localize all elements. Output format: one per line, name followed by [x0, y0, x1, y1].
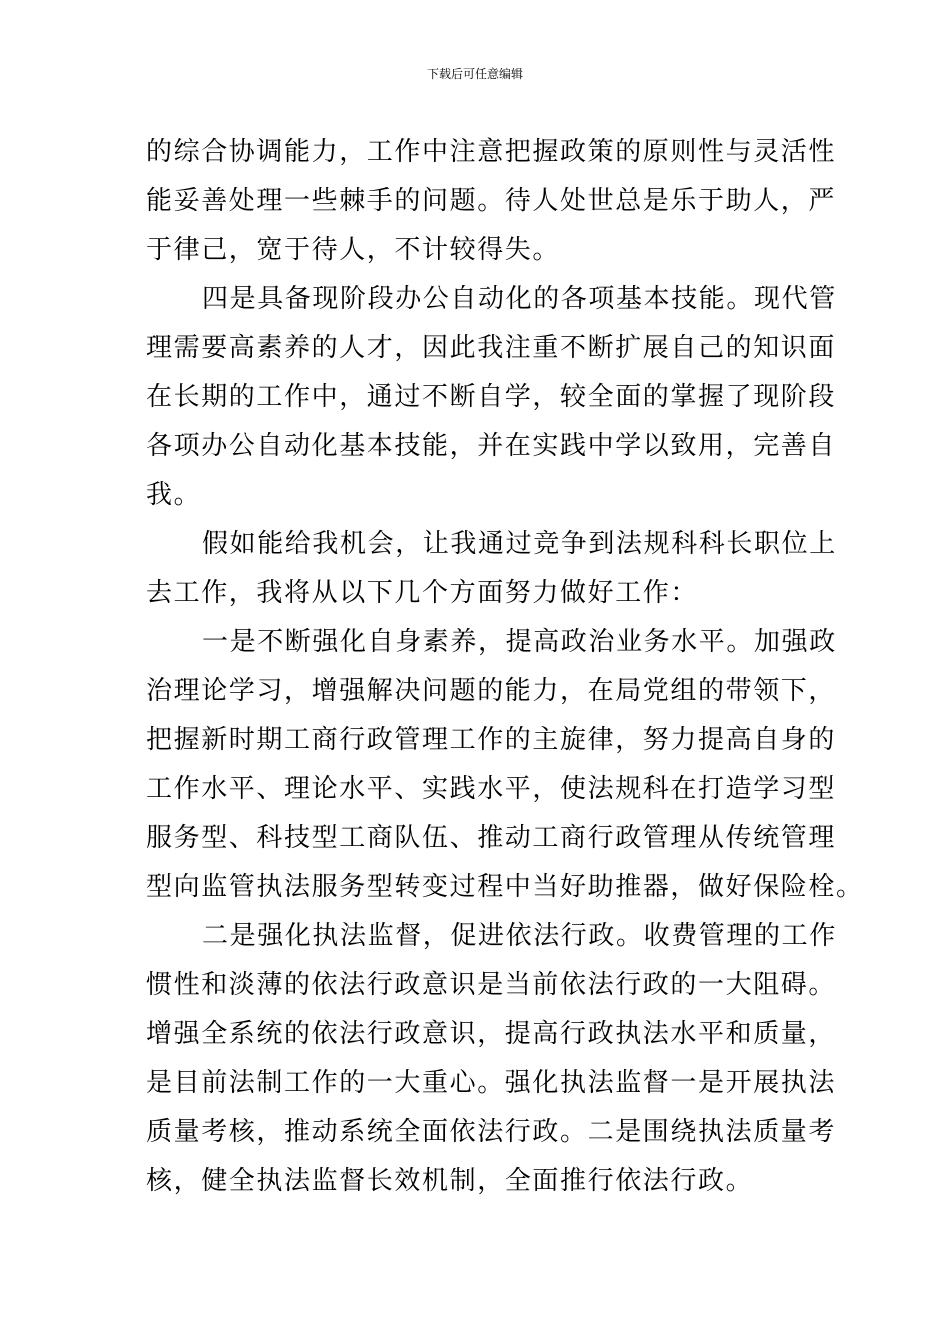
document-body	[146, 128, 864, 1206]
body-line: 型向监管执法服务型转变过程中当好助推器，做好保险栓。	[146, 872, 864, 902]
body-line: 在长期的工作中，通过不断自学，较全面的掌握了现阶段	[146, 382, 837, 412]
body-line: 去工作，我将从以下几个方面努力做好工作：	[146, 578, 699, 608]
body-line: 工作水平、理论水平、实践水平，使法规科在打造学习型	[146, 774, 837, 804]
body-line: 把握新时期工商行政管理工作的主旋律，努力提高自身的	[146, 725, 837, 755]
paragraph-start-line: 假如能给我机会，让我通过竞争到法规科科长职位上	[202, 529, 837, 559]
body-line: 质量考核，推动系统全面依法行政。二是围绕执法质量考	[146, 1117, 837, 1147]
body-line: 服务型、科技型工商队伍、推动工商行政管理从传统管理	[146, 823, 837, 853]
body-line: 我。	[146, 480, 202, 510]
body-line: 增强全系统的依法行政意识，提高行政执法水平和质量，	[146, 1019, 837, 1049]
body-line: 核，健全执法监督长效机制，全面推行依法行政。	[146, 1166, 754, 1196]
body-line: 的综合协调能力，工作中注意把握政策的原则性与灵活性	[146, 137, 837, 167]
body-line: 各项办公自动化基本技能，并在实践中学以致用，完善自	[146, 431, 837, 461]
body-line: 于律己，宽于待人，不计较得失。	[146, 235, 561, 265]
body-line: 理需要高素养的人才，因此我注重不断扩展自己的知识面	[146, 333, 837, 363]
body-line: 治理论学习，增强解决问题的能力，在局党组的带领下，	[146, 676, 837, 706]
page-header: 下载后可任意编辑	[426, 67, 523, 81]
body-line: 惯性和淡薄的依法行政意识是当前依法行政的一大阻碍。	[146, 970, 837, 1000]
body-line: 是目前法制工作的一大重心。强化执法监督一是开展执法	[146, 1068, 837, 1098]
paragraph-start-line: 四是具备现阶段办公自动化的各项基本技能。现代管	[202, 284, 837, 314]
paragraph-start-line: 二是强化执法监督，促进依法行政。收费管理的工作	[202, 921, 837, 951]
body-line: 能妥善处理一些棘手的问题。待人处世总是乐于助人，严	[146, 186, 837, 216]
paragraph-start-line: 一是不断强化自身素养，提高政治业务水平。加强政	[202, 627, 837, 657]
